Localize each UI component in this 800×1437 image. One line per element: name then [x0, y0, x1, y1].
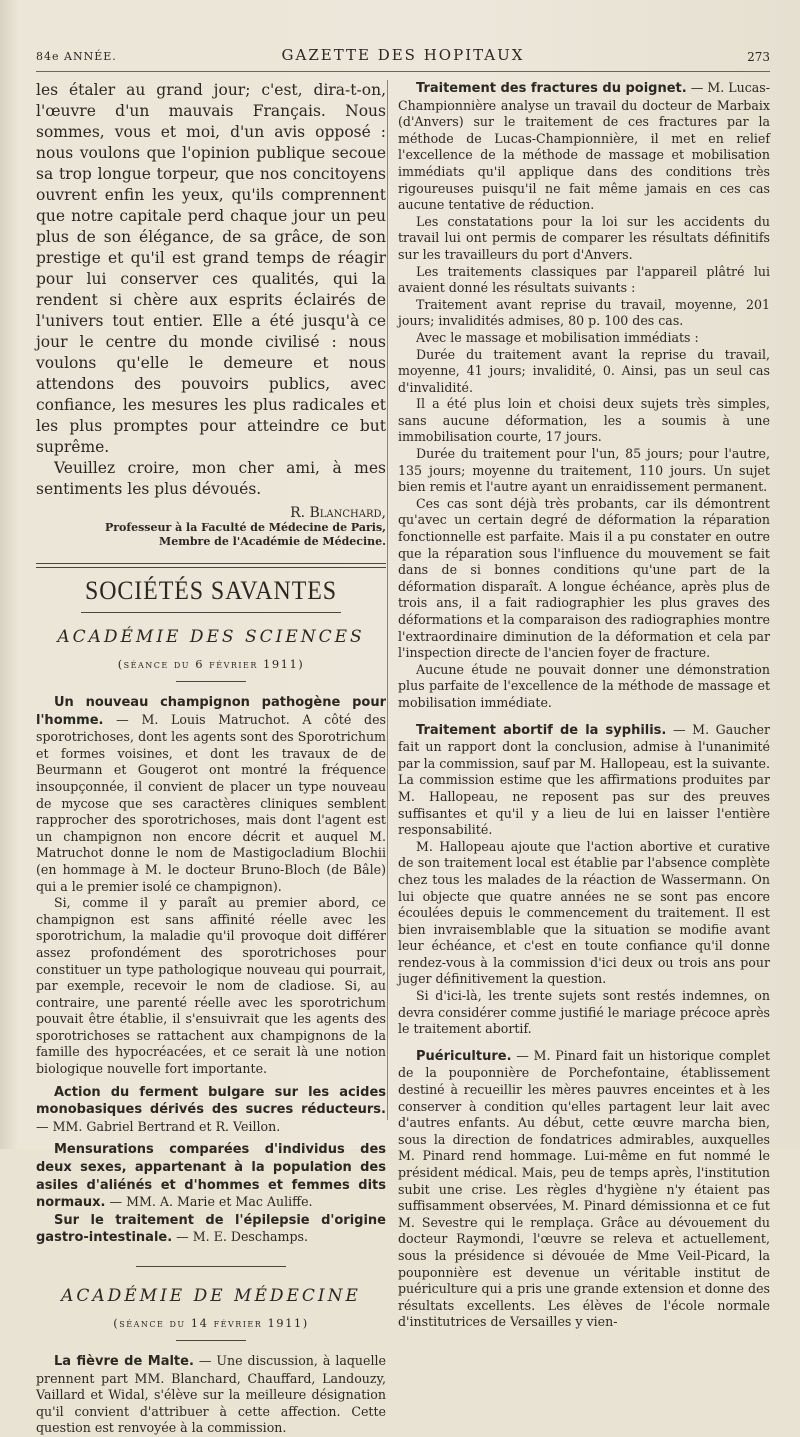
- article-fractures: [398, 80, 770, 214]
- signature-block: [36, 505, 386, 549]
- fractures-p9: Ces cas sont déjà très probants, car ils démontrent qu'avec un certain degré de déformation la réparation fonctionnelle est parfaite. Mais il a pu constater en outre que la réparation sous l'influence du mouvement se fait dans de si bonnes conditions qu'une part de la déformation disparaît. A longue échéance, après plus de trois ans, il a fait radiographier les plus graves des déformations et la comparaison des radiographies montre l'extraordinaire diminution de la déformation et cela par l'inspection directe de l'ancien foyer de fracture.: [398, 495, 770, 661]
- article-mensurations-title: Mensurations comparées d'individus des deux sexes, appartenant à la population des asiles d'aliénés et d'hommes et femmes dits normaux.: [36, 1142, 386, 1211]
- running-header: [36, 46, 770, 68]
- header-rule: [36, 71, 770, 72]
- article-ferment-authors: — MM. Gabriel Bertrand et R. Veillon.: [36, 1118, 281, 1134]
- header-year: 84e ANNÉE.: [36, 50, 117, 63]
- session-date-1: [36, 657, 386, 671]
- fractures-p7: Il a été plus loin et choisi deux sujets très simples, sans aucune déformation, les a soumis à une immobilisation courte, 17 jours.: [398, 396, 770, 445]
- fractures-p5: Avec le massage et mobilisation immédiats :: [416, 329, 699, 345]
- signature-affiliation-1: Professeur à la Faculté de Médecine de Paris,: [104, 521, 386, 534]
- section-underline: [81, 612, 341, 613]
- letter-closing: Veuillez croire, mon cher ami, à mes sentiments les plus dévoués.: [36, 459, 386, 498]
- article-malte: [36, 1353, 386, 1437]
- fractures-p8: Durée du traitement pour l'un, 85 jours; pour l'autre, 135 jours; moyenne du traitement, 110 jours. Un sujet bien remis et l'autre ayant un enraidissement permanent.: [398, 446, 770, 495]
- article-champignon-body: — M. Louis Matruchot. A côté des sporotrichoses, dont les agents sont des Sporotrichum et formes voisines, et dont les travaux de de Beurmann et Gougerot ont montré la fréquence insoupçonnée, il convient de placer un type nouveau de mycose que ses caractères cliniques semblent rapprocher des sporotrichoses, mais dont l'agent est un champignon non encore décrit et auquel M. Matruchot donne le nom de Mastigocladium Blochii (en hommage à M. le docteur Bruno-Bloch (de Bâle) qui a le premier isolé ce champignon).: [36, 711, 386, 894]
- article-fractures-body: — M. Lucas-Championnière analyse un travail du docteur de Marbaix (d'Anvers) sur le traitement de ces fractures par la méthode de Lucas-Championnière, il met en relief l'excellence de la méthode de massage et mobilisation immédiats qu'il applique dans des conditions très rigoureuses puisqu'il ne fait même jamais en ces cas aucune tentative de réduction.: [398, 80, 771, 213]
- article-mensurations: [36, 1141, 386, 1211]
- session-date-1-text: (séance du 6 février 1911): [117, 657, 305, 671]
- syphilis-p3: Si d'ici-là, les trente sujets sont restés indemnes, on devra considérer comme justifié le mariage précoce après le traitement abortif.: [398, 988, 771, 1037]
- article-champignon-title: Un nouveau champignon pathogène pour l'homme.: [36, 695, 386, 728]
- short-separator-2: [176, 1340, 246, 1341]
- article-fractures-title: Traitement des fractures du poignet.: [416, 81, 687, 96]
- session-date-2: [36, 1316, 386, 1330]
- academy-medecine-title: ACADÉMIE DE MÉDECINE: [61, 1286, 361, 1306]
- section-rule: [36, 563, 386, 568]
- article-epilepsie: [36, 1212, 386, 1247]
- left-column: [36, 80, 386, 1437]
- fractures-p6: Durée du traitement avant la reprise du travail, moyenne, 41 jours; invalidité, 0. Ainsi, pas un seul cas d'invalidité.: [398, 346, 770, 395]
- article-ferment: [36, 1084, 386, 1136]
- article-epilepsie-authors: — M. E. Deschamps.: [172, 1229, 309, 1245]
- article-puericulture-body: — M. Pinard fait un historique complet de la pouponnière de Porchefontaine, établissement destiné à recueillir les mères pauvres enceintes et à les conserver à condition qu'elles partagent leur lait avec d'autres enfants. Au début, cette œuvre marcha bien, sous la direction de fondatrices admirables, auxquelles M. Pinard rend hommage. Lui-même en fut nommé le président médical. Mais, peu de temps après, l'institution subit une crise. Les règles d'hygiène n'y étaient pas suffisamment observées, M. Pinard démissionna et ce fut M. Sevestre qui le remplaça. Grâce au dévouement du docteur Raymondi, l'œuvre se releva et actuellement, sous la présidence si dévouée de Mme Veil-Picard, la pouponnière est devenue un véritable institut de puériculture qui a pris une grande extension et donne des résultats excellents. Les élèves de l'école normale d'institutrices de Versailles y vien-: [398, 1047, 770, 1330]
- article-ferment-title: Action du ferment bulgare sur les acides monobasiques dérivés des sucres réducteurs.: [36, 1084, 386, 1118]
- article-malte-title: La fièvre de Malte.: [54, 1354, 194, 1369]
- header-page-number: 273: [747, 50, 770, 64]
- signature-affiliation-2: Membre de l'Académie de Médecine.: [159, 535, 386, 548]
- fractures-p3: Les traitements classiques par l'appareil plâtré lui avaient donné les résultats suivants :: [398, 263, 770, 296]
- article-puericulture-title: Puériculture.: [416, 1048, 512, 1064]
- short-separator: [176, 681, 246, 682]
- article-puericulture: [398, 1048, 770, 1331]
- letter-paragraph: les étaler au grand jour; c'est, dira-t-on, l'œuvre d'un mauvais Français. Nous sommes, vous et moi, d'un avis opposé : nous voulons que l'opinion publique secoue sa trop longue torpeur, que nos concitoyens ouvrent enfin les yeux, qu'ils comprennent que notre capitale perd chaque jour un peu plus de son élégance, de sa grâce, de son prestige et qu'il est grand temps de réagir pour lui conserver ces qualités, qui la rendent si chère aux esprits éclairés de l'univers tout entier. Elle a été jusqu'à ce jour le centre du monde civilisé : nous voulons qu'elle le demeure et nous attendons des pouvoirs publics, avec confiance, les mesures les plus radicales et les plus promptes pour atteindre ce but suprême.: [36, 81, 386, 456]
- article-syphilis: [398, 722, 770, 839]
- right-column: [398, 80, 770, 1331]
- article-epilepsie-title: Sur le traitement de l'épilepsie d'origine gastro-intestinale.: [36, 1212, 386, 1246]
- article-champignon: [36, 694, 386, 895]
- signature-name: R. Blanchard,: [290, 505, 386, 521]
- article-malte-body: — Une discussion, à laquelle prennent part MM. Blanchard, Chauffard, Landouzy, Vaillard et Widal, s'élève sur la meilleure désignation qu'il convient d'attribuer à cette affection. Cette question est renvoyée à la commission.: [36, 1353, 386, 1436]
- article-syphilis-body: — M. Gaucher fait un rapport dont la conclusion, admise à l'unanimité par la commission, sauf par M. Hallopeau, est la suivante. La commission estime que les affirmations produites par M. Hallopeau, ne reposent pas sur des preuves suffisantes et qu'il y a lieu de lui en laisser l'entière responsabilité.: [398, 721, 770, 838]
- syphilis-p2: M. Hallopeau ajoute que l'action abortive et curative de son traitement local est établie par l'absence complète chez tous les malades de la réaction de Wassermann. On lui objecte que quatre années ne se sont pas encore écoulées depuis le commencement du traitement. Il est bien invraisemblable que la situation se modifie avant leur échéance, et c'est en toute confiance qu'il donne rendez-vous à la commission d'ici deux ou trois ans pour juger définitivement la question.: [398, 838, 770, 987]
- academy-sciences-title: ACADÉMIE DES SCIENCES: [57, 627, 365, 647]
- header-journal-title: GAZETTE DES HOPITAUX: [281, 46, 525, 64]
- fractures-p2: Les constatations pour la loi sur les accidents du travail lui ont permis de comparer les résultats définitifs sur les travailleurs du port d'Anvers.: [398, 213, 770, 262]
- ornament-separator: [36, 1261, 386, 1272]
- section-title: SOCIÉTÉS SAVANTES: [84, 576, 338, 605]
- fractures-p4: Traitement avant reprise du travail, moyenne, 201 jours; invalidités admises, 80 p. 100 des cas.: [398, 296, 770, 329]
- article-champignon-p2: Si, comme il y paraît au premier abord, ce champignon est sans affinité réelle avec les sporotrichum, la maladie qu'il provoque doit différer assez profondément des sporotrichoses pour constituer un type pathologique nouveau qui pourrait, par exemple, recevoir le nom de cladiose. Si, au contraire, une parenté réelle avec les sporotrichum pouvait être établie, il s'ensuivrait que les agents des sporotrichoses se rattachent aux champignons de la famille des hypocréacées, et ce serait là une notion biologique nouvelle fort importante.: [36, 895, 386, 1077]
- session-date-2-text: (séance du 14 février 1911): [113, 1316, 309, 1330]
- article-syphilis-title: Traitement abortif de la syphilis.: [416, 722, 667, 738]
- article-mensurations-authors: — MM. A. Marie et Mac Auliffe.: [105, 1194, 313, 1210]
- column-divider: [387, 80, 388, 1120]
- fractures-p10: Aucune étude ne pouvait donner une démonstration plus parfaite de l'excellence de la méthode de massage et mobilisation immédiate.: [398, 661, 770, 710]
